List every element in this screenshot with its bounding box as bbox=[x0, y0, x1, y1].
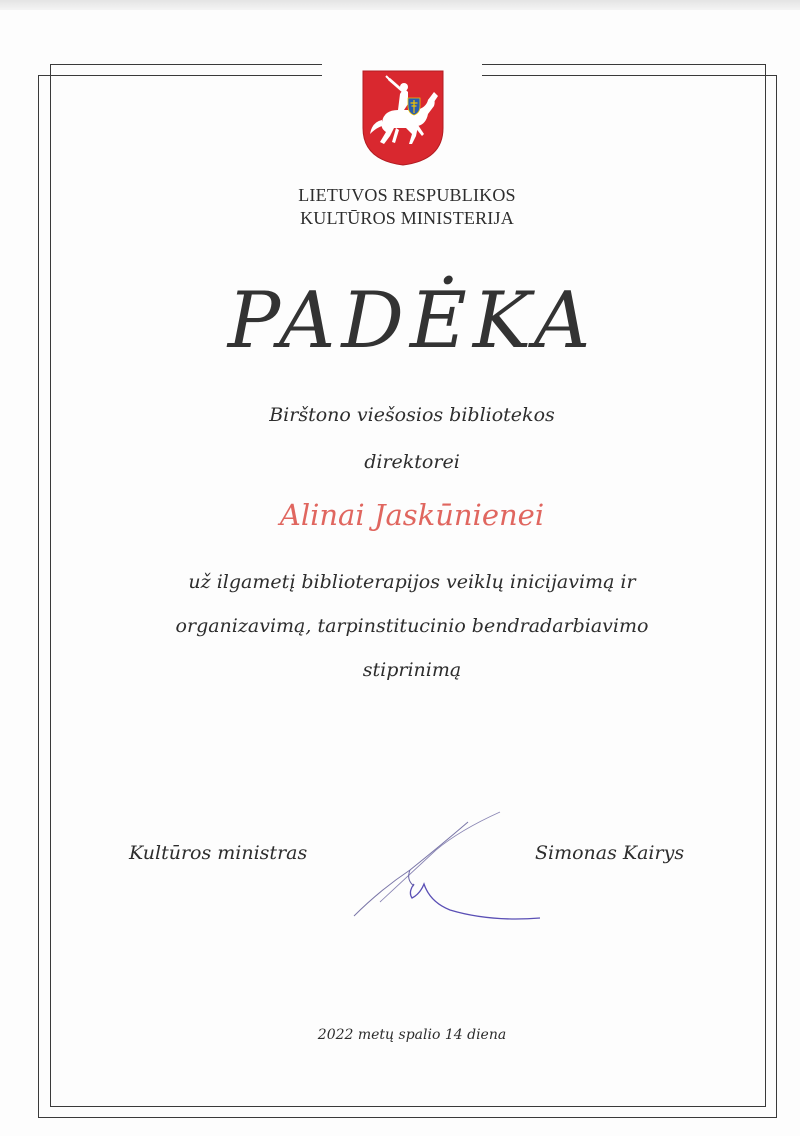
vytis-coat-of-arms-icon bbox=[362, 70, 444, 166]
signer-title: Kultūros ministras bbox=[129, 842, 308, 864]
addressee-line-2: direktorei bbox=[364, 451, 460, 473]
issue-date: 2022 metų spalio 14 diena bbox=[317, 1027, 507, 1043]
signer-name: Simonas Kairys bbox=[535, 842, 685, 864]
certificate-title: PADĖKA bbox=[227, 276, 597, 366]
ministry-line-2: KULTŪROS MINISTERIJA bbox=[300, 208, 514, 228]
reason-line: už ilgametį biblioterapijos veiklų inicijavimą ir bbox=[188, 571, 636, 593]
ministry-line-1: LIETUVOS RESPUBLIKOS bbox=[298, 185, 516, 205]
recipient-name: Alinai Jaskūnienei bbox=[279, 498, 545, 532]
reason-line: organizavimą, tarpinstitucinio bendradarbiavimo bbox=[175, 615, 649, 637]
top-edge bbox=[0, 0, 800, 10]
ministry-heading bbox=[0, 184, 800, 230]
reason-line: stiprinimą bbox=[362, 659, 462, 681]
handwritten-signature bbox=[340, 810, 560, 930]
award-reason bbox=[12, 560, 800, 692]
addressee-line-1: Birštono viešosios bibliotekos bbox=[269, 404, 555, 426]
